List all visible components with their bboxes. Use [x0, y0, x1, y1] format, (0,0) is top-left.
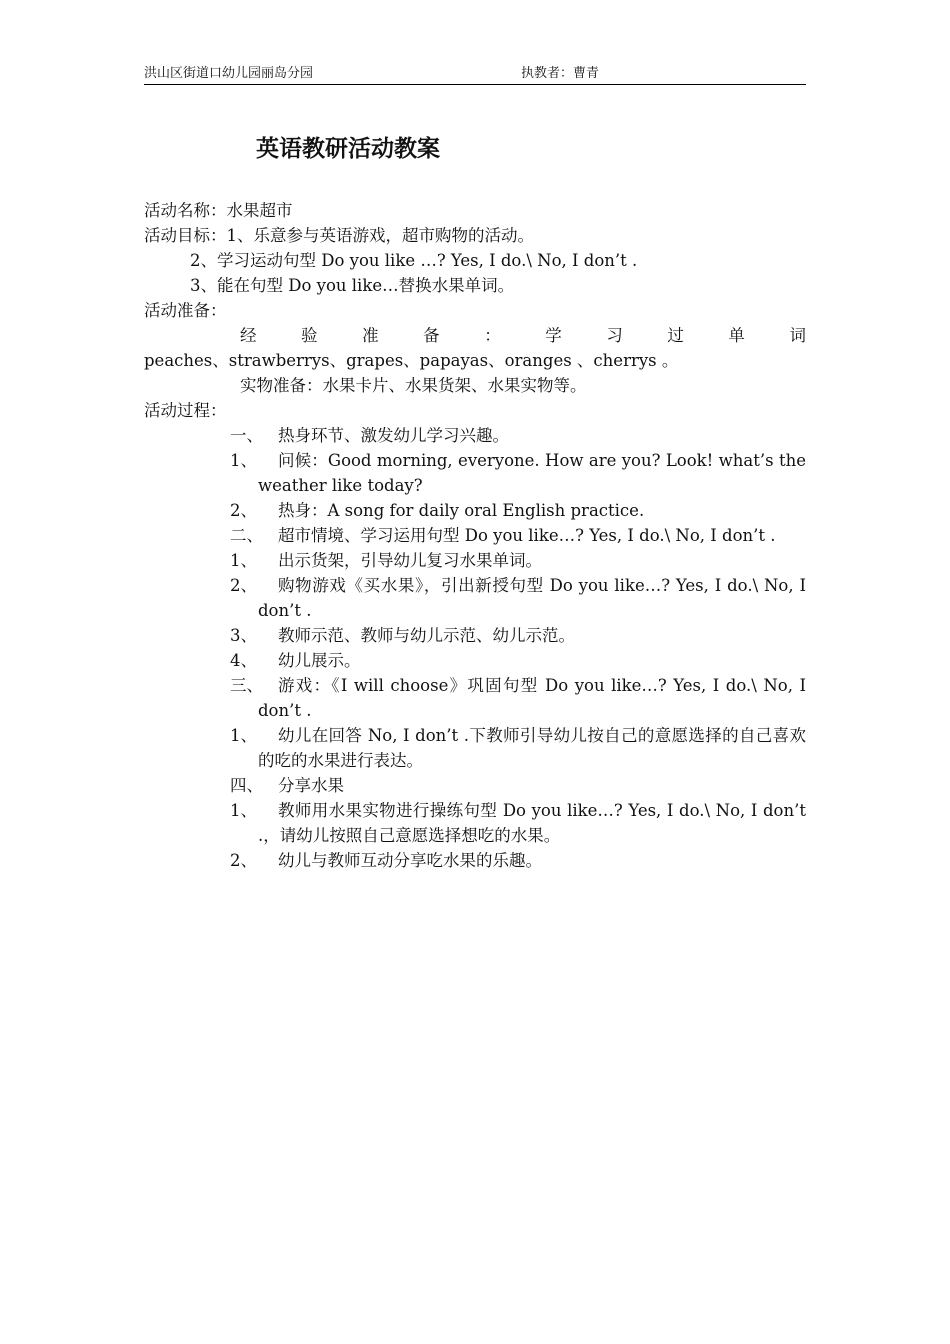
process-step: [144, 573, 806, 623]
process-step: [144, 848, 806, 873]
step-text: 超市情境、学习运用句型 Do you like…? Yes, I do.\ No, I don’t .: [278, 526, 776, 545]
process-step: [144, 423, 806, 448]
experience-prep: 经 验 准 备 ： 学 习 过 单 词: [240, 326, 806, 345]
experience-prep-words: peaches、strawberrys、grapes、papayas、oranges 、cherrys 。: [144, 351, 679, 370]
process-step: [144, 798, 806, 848]
step-text: 幼儿在回答 No, I don’t .下教师引导幼儿按自己的意愿选择的自己喜欢的吃的水果进行表达。: [258, 726, 806, 770]
step-number: 4、: [230, 651, 257, 670]
step-text: 幼儿展示。: [278, 651, 361, 670]
step-number: 1、: [230, 551, 257, 570]
step-number: 2、: [230, 501, 257, 520]
process-step: [144, 623, 806, 648]
step-number: 一、: [230, 426, 263, 445]
process-step: [144, 498, 806, 523]
material-prep: 实物准备：水果卡片、水果货架、水果实物等。: [240, 376, 587, 395]
process-step: [144, 723, 806, 773]
activity-prep-label: 活动准备：: [144, 301, 227, 320]
activity-name: 活动名称：水果超市: [144, 201, 293, 220]
step-text: 购物游戏《买水果》，引出新授句型 Do you like…? Yes, I do.\ No, I don’t .: [258, 576, 806, 620]
step-text: 热身：A song for daily oral English practice.: [278, 501, 645, 520]
activity-goal-3: 3、能在句型 Do you like…替换水果单词。: [190, 276, 515, 295]
step-number: 2、: [230, 576, 257, 595]
header-teacher: 执教者：曹青: [521, 66, 600, 81]
activity-goal-2: 2、学习运动句型 Do you like …? Yes, I do.\ No, I don’t .: [190, 251, 638, 270]
document-body: [144, 198, 806, 873]
step-text: 教师示范、教师与幼儿示范、幼儿示范。: [278, 626, 575, 645]
activity-goal-1: 活动目标：1、乐意参与英语游戏，超市购物的活动。: [144, 226, 534, 245]
step-number: 1、: [230, 451, 257, 470]
step-number: 三、: [230, 676, 263, 695]
step-text: 幼儿与教师互动分享吃水果的乐趣。: [278, 851, 542, 870]
process-step: [144, 648, 806, 673]
step-text: 教师用水果实物进行操练句型 Do you like…? Yes, I do.\ No, I don’t .，请幼儿按照自己意愿选择想吃的水果。: [258, 801, 806, 845]
process-step: [144, 548, 806, 573]
step-text: 分享水果: [278, 776, 344, 795]
step-number: 1、: [230, 726, 257, 745]
process-step: [144, 448, 806, 498]
step-text: 出示货架，引导幼儿复习水果单词。: [278, 551, 542, 570]
header-school: 洪山区街道口幼儿园丽岛分园: [144, 66, 314, 81]
step-number: 二、: [230, 526, 263, 545]
process-step: [144, 673, 806, 723]
process-step: [144, 773, 806, 798]
step-number: 2、: [230, 851, 257, 870]
step-number: 四、: [230, 776, 263, 795]
page-header: [144, 66, 806, 85]
step-number: 3、: [230, 626, 257, 645]
activity-process-label: 活动过程：: [144, 401, 227, 420]
step-text: 热身环节、激发幼儿学习兴趣。: [278, 426, 509, 445]
step-text: 游戏：《I will choose》巩固句型 Do you like…? Yes, I do.\ No, I don’t .: [258, 676, 806, 720]
process-step: [144, 523, 806, 548]
step-number: 1、: [230, 801, 257, 820]
document-title: 英语教研活动教案: [256, 136, 440, 162]
step-text: 问候：Good morning, everyone. How are you? Look! what’s the weather like today?: [258, 451, 806, 495]
